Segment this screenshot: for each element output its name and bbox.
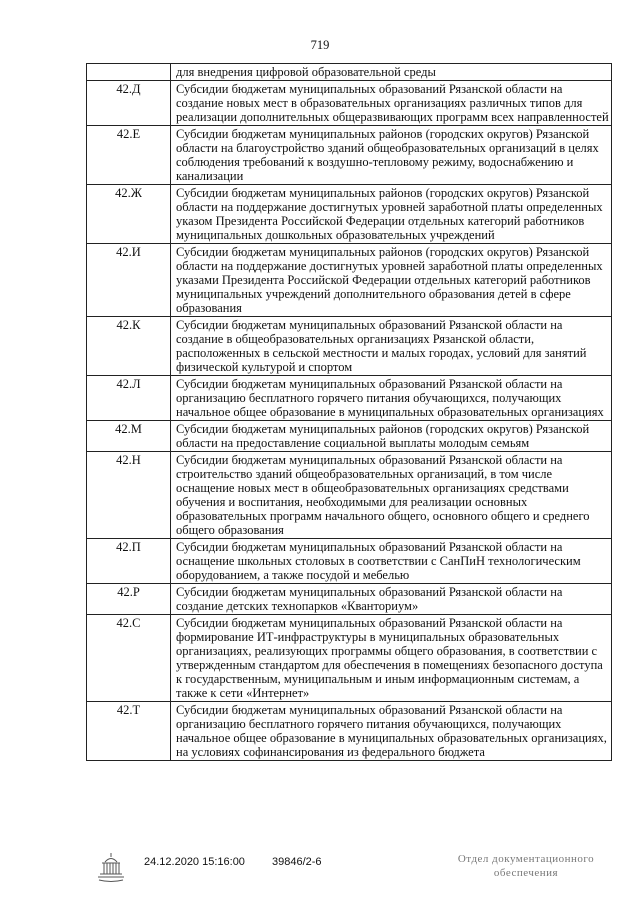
row-text: Субсидии бюджетам муниципальных образований Рязанской области на создание новых мест в образовательных организациях различных типов для реализации дополнительных общеразвивающих программ всех направленностей	[171, 81, 612, 126]
row-code: 42.Р	[87, 584, 171, 615]
table-row	[87, 615, 612, 702]
footer-stamp-line2: обеспечения	[493, 867, 559, 879]
table-row	[87, 317, 612, 376]
row-text: для внедрения цифровой образовательной среды	[171, 64, 612, 81]
row-code: 42.И	[87, 244, 171, 317]
row-code: 42.Д	[87, 81, 171, 126]
page-number: 719	[310, 38, 330, 52]
row-text: Субсидии бюджетам муниципальных образований Рязанской области на оснащение школьных столовых в соответствии с СанПиН технологическим оборудованием, а также посудой и мебелью	[171, 539, 612, 584]
row-code: 42.Е	[87, 126, 171, 185]
building-emblem-icon	[94, 850, 128, 884]
table-row	[87, 185, 612, 244]
row-code: 42.Т	[87, 702, 171, 761]
table-row	[87, 421, 612, 452]
row-text: Субсидии бюджетам муниципальных районов (городских округов) Рязанской области на поддержание достигнутых уровней заработной платы определенных указами Президента Российской Федерации отдельных категорий работников муниципальных учреждений дополнительного образования детей в сфере образования	[171, 244, 612, 317]
footer-date: 24.12.2020 15:16:00	[144, 856, 245, 868]
table-row	[87, 244, 612, 317]
row-text: Субсидии бюджетам муниципальных районов (городских округов) Рязанской области на предоставление социальной выплаты молодым семьям	[171, 421, 612, 452]
row-code: 42.К	[87, 317, 171, 376]
subsidies-table	[86, 63, 612, 761]
row-text: Субсидии бюджетам муниципальных образований Рязанской области на создание детских технопарков «Кванториум»	[171, 584, 612, 615]
table-row	[87, 126, 612, 185]
table-row	[87, 81, 612, 126]
row-text: Субсидии бюджетам муниципальных районов (городских округов) Рязанской области на поддержание достигнутых уровней заработной платы определенных указом Президента Российской Федерации отдельных категорий работников муниципальных дошкольных образовательных учреждений	[171, 185, 612, 244]
footer-stamp	[446, 852, 606, 880]
table-row	[87, 702, 612, 761]
row-text: Субсидии бюджетам муниципальных образований Рязанской области на строительство зданий общеобразовательных организаций, в том числе оснащение новых мест в общеобразовательных организациях средствами обучения и воспитания, необходимыми для реализации основных образовательных программ начального общего, основного общего и среднего общего образования	[171, 452, 612, 539]
row-code: 42.Н	[87, 452, 171, 539]
row-text: Субсидии бюджетам муниципальных образований Рязанской области на организацию бесплатного горячего питания обучающихся, получающих начальное общее образование в муниципальных образовательных организациях, на условиях софинансирования из федерального бюджета	[171, 702, 612, 761]
row-text: Субсидии бюджетам муниципальных образований Рязанской области на организацию бесплатного горячего питания обучающихся, получающих начальное общее образование в муниципальных образовательных организациях	[171, 376, 612, 421]
footer-stamp-line1: Отдел документационного	[457, 853, 595, 865]
table-row	[87, 376, 612, 421]
footer-doc-number: 39846/2-6	[272, 856, 322, 868]
table-row	[87, 539, 612, 584]
row-code: 42.П	[87, 539, 171, 584]
row-code	[87, 64, 171, 81]
row-text: Субсидии бюджетам муниципальных районов (городских округов) Рязанской области на благоустройство зданий общеобразовательных организаций в целях соблюдения требований к воздушно-тепловому режиму, водоснабжению и канализации	[171, 126, 612, 185]
table-row	[87, 452, 612, 539]
table-row	[87, 64, 612, 81]
row-code: 42.Ж	[87, 185, 171, 244]
row-text: Субсидии бюджетам муниципальных образований Рязанской области на формирование ИТ-инфраструктуры в муниципальных образовательных организациях, реализующих программы общего образования, в соответствии с утвержденным стандартом для обеспечения в помещениях безопасного доступа к государственным, муниципальным и иным информационным системам, а также к сети «Интернет»	[171, 615, 612, 702]
row-text: Субсидии бюджетам муниципальных образований Рязанской области на создание в общеобразовательных организациях Рязанской области, расположенных в сельской местности и малых городах, условий для занятий физической культурой и спортом	[171, 317, 612, 376]
row-code: 42.М	[87, 421, 171, 452]
row-code: 42.С	[87, 615, 171, 702]
table-row	[87, 584, 612, 615]
row-code: 42.Л	[87, 376, 171, 421]
